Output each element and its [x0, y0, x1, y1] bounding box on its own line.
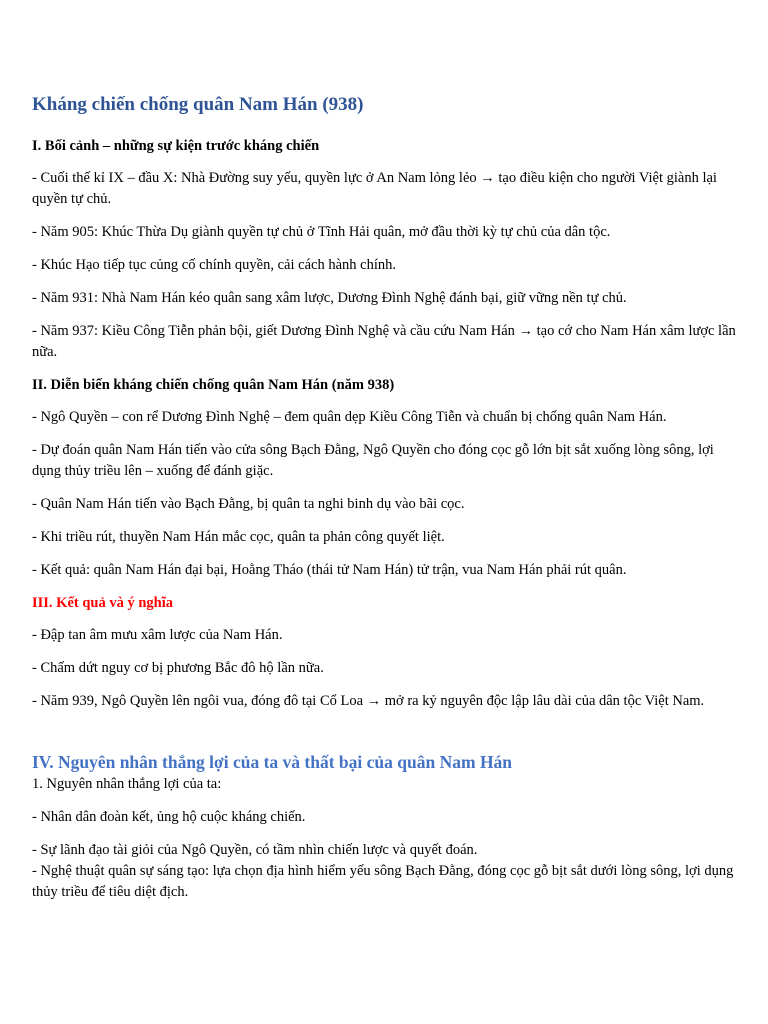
section-causes — [32, 750, 736, 903]
section-heading-results: III. Kết quả và ý nghĩa — [32, 595, 174, 611]
paragraph: - Cuối thế kỉ IX – đầu X: Nhà Đường suy yếu, quyền lực ở An Nam lỏng lẻo → tạo điều kiện cho người Việt giành lại quyền tự chủ. — [32, 170, 717, 207]
section-heading: II. Diễn biến kháng chiến chống quân Nam Hán (năm 938) — [32, 377, 395, 393]
paragraph: - Năm 931: Nhà Nam Hán kéo quân sang xâm lược, Dương Đình Nghệ đánh bại, giữ vững nền tự chủ. — [32, 290, 627, 306]
paragraph: - Nhân dân đoàn kết, ủng hộ cuộc kháng chiến. — [32, 809, 306, 825]
paragraph: - Năm 937: Kiều Công Tiễn phản bội, giết Dương Đình Nghệ và cầu cứu Nam Hán → tạo cớ cho Nam Hán xâm lược lần nữa. — [32, 323, 736, 360]
paragraph: - Khúc Hạo tiếp tục củng cố chính quyền, cải cách hành chính. — [32, 257, 396, 273]
paragraph: - Đập tan âm mưu xâm lược của Nam Hán. — [32, 627, 283, 643]
paragraph: - Quân Nam Hán tiến vào Bạch Đằng, bị quân ta nghi binh dụ vào bãi cọc. — [32, 496, 465, 512]
paragraph: - Chấm dứt nguy cơ bị phương Bắc đô hộ lần nữa. — [32, 660, 324, 676]
section-background — [32, 136, 736, 363]
paragraph: - Dự đoán quân Nam Hán tiến vào cửa sông Bạch Đằng, Ngô Quyền cho đóng cọc gỗ lớn bịt sắt xuống lòng sông, lợi dụng thủy triều lên – xuống để đánh giặc. — [32, 442, 714, 479]
section-heading-causes: IV. Nguyên nhân thắng lợi của ta và thất bại của quân Nam Hán — [32, 752, 513, 772]
paragraph: - Ngô Quyền – con rể Dương Đình Nghệ – đem quân dẹp Kiều Công Tiễn và chuẩn bị chống quân Nam Hán. — [32, 409, 667, 425]
section-events — [32, 375, 736, 581]
paragraph: - Sự lãnh đạo tài giỏi của Ngô Quyền, có tầm nhìn chiến lược và quyết đoán. — [32, 842, 478, 858]
paragraph: - Năm 905: Khúc Thừa Dụ giành quyền tự chủ ở Tĩnh Hải quân, mở đầu thời kỳ tự chủ của dân tộc. — [32, 224, 611, 240]
section-results — [32, 593, 736, 712]
document-title: Kháng chiến chống quân Nam Hán (938) — [32, 94, 364, 115]
paragraph: - Kết quả: quân Nam Hán đại bại, Hoằng Tháo (thái tử Nam Hán) tử trận, vua Nam Hán phải rút quân. — [32, 562, 627, 578]
paragraph: - Khi triều rút, thuyền Nam Hán mắc cọc, quân ta phản công quyết liệt. — [32, 529, 445, 545]
sub-heading: 1. Nguyên nhân thắng lợi của ta: — [32, 776, 222, 792]
paragraph: - Năm 939, Ngô Quyền lên ngôi vua, đóng đô tại Cổ Loa → mở ra kỷ nguyên độc lập lâu dài của dân tộc Việt Nam. — [32, 693, 705, 709]
section-heading: I. Bối cảnh – những sự kiện trước kháng chiến — [32, 138, 320, 154]
paragraph: - Nghệ thuật quân sự sáng tạo: lựa chọn địa hình hiểm yếu sông Bạch Đằng, đóng cọc gỗ bịt sắt dưới lòng sông, lợi dụng thủy triều để tiêu diệt địch. — [32, 863, 734, 900]
